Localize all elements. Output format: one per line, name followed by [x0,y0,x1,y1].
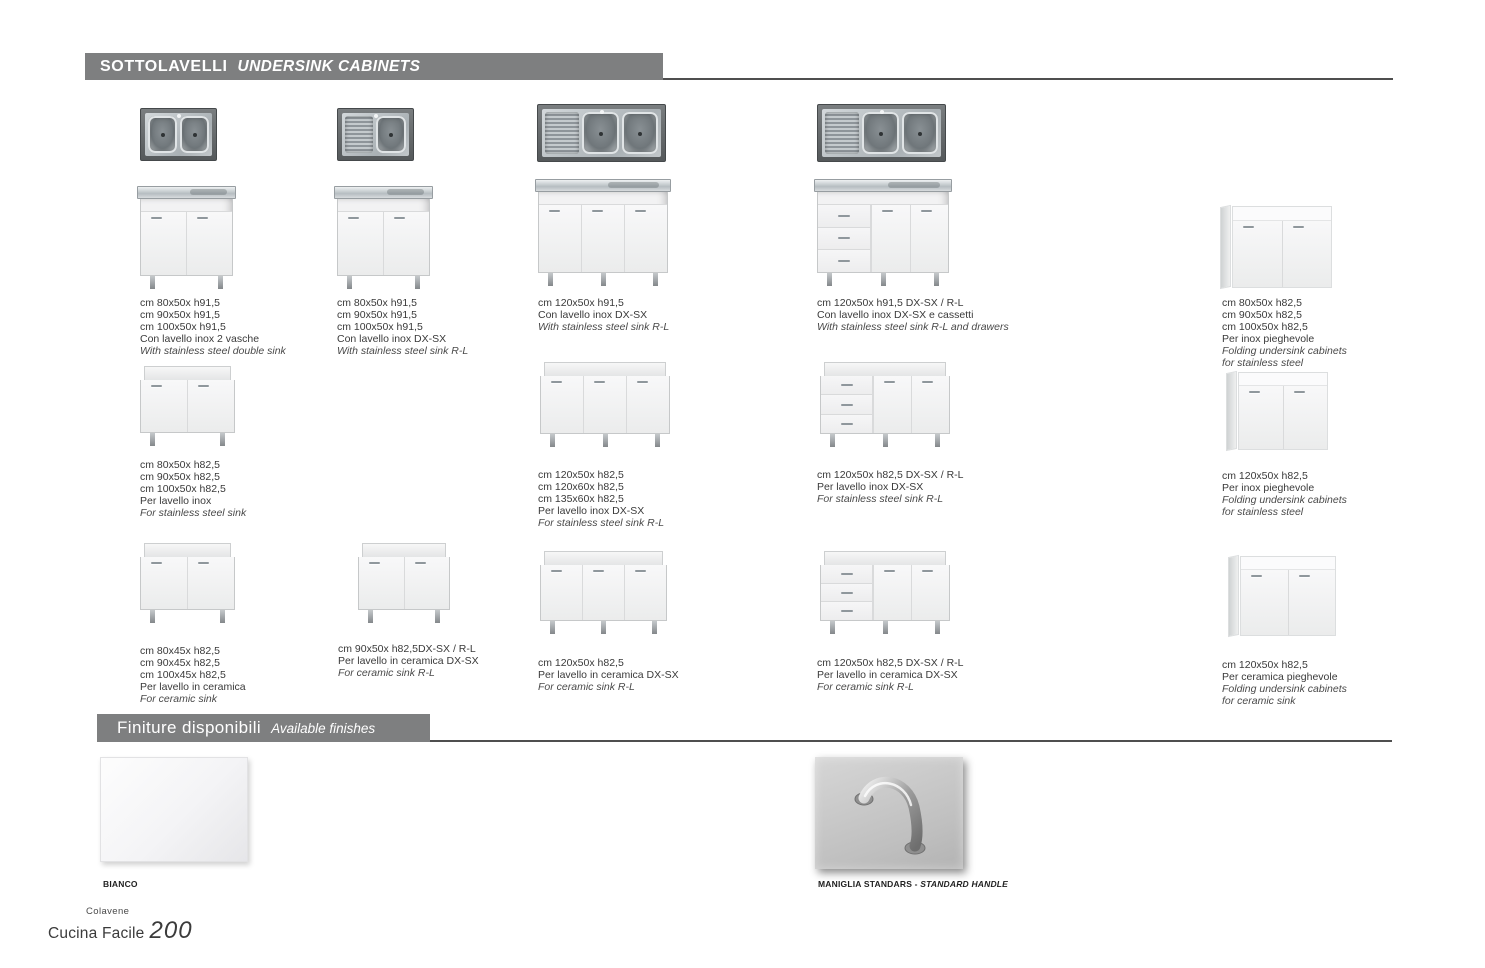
page-number: 200 [149,917,193,944]
cabinet-leg [601,273,606,286]
cabinet-doors [338,212,429,275]
cabinet-body [140,380,235,433]
cabinet-body [817,192,949,273]
product-size: cm 120x50x h82,5 DX-SX / R-L [817,657,964,669]
cabinet-doors [141,212,232,275]
cabinet-body [140,199,233,276]
series-name: Cucina Facile [48,925,145,942]
cabinet-leg [830,621,835,634]
product-desc-en: For stainless steel sink R-L [538,516,665,529]
cabinet-door [187,380,234,432]
sink-image-double-basin-drainer [537,104,666,162]
cabinet-leg [550,434,555,447]
product-spec [538,658,818,694]
cabinet-image-open-3door [540,362,670,447]
cabinet-door [910,205,949,272]
cabinet-image-sinktop-2door [337,186,430,289]
product-desc-en: With stainless steel sink R-L [538,320,670,333]
product-desc-en: Folding undersink cabinets [1222,344,1347,357]
cabinet-body [540,565,667,621]
cabinet-legs [140,276,233,289]
handle-label [818,879,1008,889]
cabinet-leg [415,276,420,289]
product-size: cm 100x50x h82,5 [1222,320,1308,333]
product-spec [1222,660,1485,708]
cabinet-door [581,205,624,272]
cabinet-leg [827,273,832,286]
cabinet-back-panel [544,362,666,376]
cabinet-image-sinktop-drawers [817,179,949,286]
cabinet-leg [935,621,940,634]
cabinet-door [187,557,234,609]
product-size: cm 80x50x h82,5 [1222,297,1302,309]
product-spec [817,658,1097,694]
cabinet-leg [548,273,553,286]
cabinet-image-folding [1220,206,1332,288]
cabinet-leg [653,273,658,286]
sink-surface [145,113,212,156]
sink-basin [902,112,938,154]
product-size: cm 90x50x h82,5 [1222,308,1302,321]
product-size: cm 80x50x h82,5 [140,459,220,471]
product-desc-it: Per lavello inox DX-SX [538,504,645,517]
sink-basin [148,116,177,153]
product-size: cm 80x45x h82,5 [140,645,220,657]
cabinet-legs [820,621,950,634]
cabinet-door [911,376,949,433]
cabinet-leg [655,434,660,447]
sink-drainer [545,112,579,154]
product-size: cm 120x60x h82,5 [538,480,624,493]
product-desc-en: for stainless steel [1222,356,1304,369]
brand-lockup [48,906,193,945]
cabinet-leg [881,273,886,286]
product-size: cm 100x50x h91,5 [140,320,226,333]
cabinet-door [624,205,667,272]
cabinet-door [1283,386,1328,449]
cabinet-legs [140,433,235,446]
cabinet-drawer-stack [818,205,871,272]
product-desc-en: Folding undersink cabinets [1222,682,1347,695]
product-desc-it: Con lavello inox DX-SX [337,332,447,345]
cabinet-door [141,212,186,275]
product-desc-it: Con lavello inox DX-SX [538,308,648,321]
product-desc-it: Per lavello in ceramica DX-SX [817,668,958,681]
cabinet-doors [359,557,449,609]
header-rule [663,78,1393,80]
cabinet-door [871,205,910,272]
product-desc-it: Per lavello in ceramica [140,680,246,693]
cabinet-body [820,376,950,434]
cabinet-door [539,205,581,272]
finishes-header [97,714,430,742]
cabinet-legs [540,621,667,634]
sink-surface [542,109,661,157]
product-desc-en: For stainless steel sink [140,506,247,519]
cabinet-leg [150,610,155,623]
cabinet-side-flap [1226,371,1237,451]
product-desc-it: Per ceramica pieghevole [1222,670,1338,683]
cabinet-image-open-drawers [820,551,950,634]
cabinet-leg [652,621,657,634]
sink-surface [342,113,409,156]
section-header [85,53,663,80]
cabinet-drawer [818,250,870,272]
cabinet-drawer [821,565,872,584]
finishes-title-en: Available finishes [271,720,376,736]
product-size: cm 100x45x h82,5 [140,668,226,681]
product-size: cm 120x50x h91,5 DX-SX / R-L [817,297,964,309]
product-desc-en: For ceramic sink R-L [817,680,914,693]
product-size: cm 120x50x h82,5 [538,657,624,669]
cabinet-band [141,199,232,212]
cabinet-band [1233,207,1331,221]
swatch-label: BIANCO [103,879,138,889]
cabinet-image-folding [1228,556,1336,636]
product-size: cm 80x50x h91,5 [337,297,417,309]
handle-drawing [815,757,963,869]
cabinet-door [383,212,429,275]
cabinet-doors [1241,570,1335,635]
cabinet-image-open-drawers [820,362,950,447]
cabinet-leg [347,276,352,289]
cabinet-image-sinktop-2door [140,186,233,289]
cabinet-leg [935,434,940,447]
product-spec [538,470,818,530]
product-desc-en: For stainless steel sink R-L [817,492,944,505]
cabinet-legs [538,273,668,286]
product-desc-en: For ceramic sink [140,692,218,705]
sink-image-double-basin-drainer [817,104,946,162]
cabinet-door [1233,221,1282,287]
cabinet-leg [603,434,608,447]
cabinet-door [873,376,911,433]
product-spec [140,460,420,520]
handle-label-it: MANIGLIA STANDARS - [818,879,918,889]
finish-swatch-bianco [100,757,248,862]
cabinet-image-folding [1226,372,1328,450]
cabinet-image-open-3door [540,551,667,634]
cabinet-leg [220,433,225,446]
cabinet-side-flap [1220,205,1231,289]
cabinet-leg [550,621,555,634]
cabinet-legs [540,434,670,447]
sink-surface [822,109,941,157]
product-desc-it: Per lavello inox DX-SX [817,480,924,493]
cabinet-leg [220,610,225,623]
cabinet-drawer [821,376,872,395]
cabinet-door [141,557,187,609]
cabinet-leg [601,621,606,634]
product-desc-en: For ceramic sink R-L [538,680,635,693]
cabinet-legs [820,434,950,447]
product-desc-en: Folding undersink cabinets [1222,493,1347,506]
product-desc-en: With stainless steel double sink [140,344,286,357]
product-desc-en: With stainless steel sink R-L [337,344,469,357]
sink-image-single-basin-drainer [337,108,414,161]
cabinet-leg [934,273,939,286]
cabinet-drawer [821,395,872,414]
cabinet-back-panel [824,551,946,565]
sink-basin [862,112,898,154]
cabinet-band [539,192,667,205]
cabinet-front [821,376,949,433]
product-desc-it: Per inox pieghevole [1222,332,1315,345]
cabinet-door [873,565,911,620]
cabinet-back-panel [824,362,946,376]
cabinet-door [1282,221,1332,287]
cabinet-door [582,565,624,620]
cabinet-body [140,557,235,610]
cabinet-legs [817,273,949,286]
product-size: cm 120x50x h82,5 [538,469,624,481]
cabinet-image-open-2door [140,366,235,446]
product-desc-en: for stainless steel [1222,505,1304,518]
product-spec [817,470,1097,506]
cabinet-drawer-stack [821,565,873,620]
cabinet-front [818,205,948,272]
product-desc-it: Per lavello in ceramica DX-SX [538,668,679,681]
cabinet-door [541,376,583,433]
product-size: cm 120x50x h82,5 DX-SX / R-L [817,469,964,481]
cabinet-flat-front [1232,206,1332,288]
product-desc-it: Per lavello inox [140,494,212,507]
product-size: cm 100x50x h82,5 [140,482,226,495]
product-size: cm 100x50x h91,5 [337,320,423,333]
product-desc-en: for ceramic sink [1222,694,1296,707]
cabinet-leg [883,434,888,447]
cabinet-body [337,199,430,276]
cabinet-flat-front [1238,372,1328,450]
cabinet-leg [218,276,223,289]
cabinet-image-open-2door [358,543,450,623]
sink-drainer [345,116,373,153]
cabinet-leg [150,276,155,289]
product-size: cm 90x45x h82,5 [140,656,220,669]
finishes-rule [430,740,1392,742]
handle-label-en: STANDARD HANDLE [920,879,1009,889]
cabinet-door [141,380,187,432]
cabinet-door [1288,570,1336,635]
cabinet-band [1241,557,1335,570]
product-size: cm 80x50x h91,5 [140,297,220,309]
product-size: cm 90x50x h82,5 [140,470,220,483]
product-desc-it: Con lavello inox 2 vasche [140,332,260,345]
product-spec [538,298,818,334]
product-size: cm 120x50x h91,5 [538,297,624,309]
cabinet-door [626,376,669,433]
product-size: cm 120x50x h82,5 [1222,470,1308,482]
cabinet-door [541,565,582,620]
cabinet-body [540,376,670,434]
cabinet-door [1241,570,1288,635]
sink-basin [582,112,618,154]
cabinet-leg [150,433,155,446]
cabinet-doors [1233,221,1331,287]
product-spec [1222,471,1485,519]
cabinet-body [358,557,450,610]
sink-basin [376,116,406,153]
cabinet-leg [830,434,835,447]
cabinet-legs [140,610,235,623]
cabinet-drawer [821,602,872,620]
cabinet-door [404,557,450,609]
section-title-it: SOTTOLAVELLI [100,57,228,75]
sink-basin [180,116,209,153]
product-spec [1222,298,1485,369]
cabinet-band [818,192,948,205]
cabinet-drawer [821,584,872,603]
cabinet-door [359,557,404,609]
cabinet-back-panel [362,543,446,557]
cabinet-drawer [818,228,870,251]
product-desc-en: For ceramic sink R-L [338,666,435,679]
cabinet-front [821,565,949,620]
cabinet-doors [541,376,669,433]
cabinet-drawer-stack [821,376,873,433]
cabinet-door [583,376,626,433]
section-title-en: UNDERSINK CABINETS [237,57,421,75]
cabinet-sink-top [334,186,433,199]
cabinet-door [338,212,383,275]
cabinet-sink-top [137,186,236,199]
cabinet-leg [883,621,888,634]
handle-image [815,757,963,869]
cabinet-back-panel [544,551,663,565]
cabinet-side-flap [1228,555,1239,637]
cabinet-door [911,565,949,620]
sink-drainer [825,112,859,154]
cabinet-doors [141,557,234,609]
cabinet-image-sinktop-3door [538,179,668,286]
cabinet-back-panel [144,543,231,557]
product-desc-it: Per inox pieghevole [1222,481,1315,494]
product-desc-it: Per lavello in ceramica DX-SX [338,654,479,667]
product-desc-en: With stainless steel sink R-L and drawers [817,320,1009,333]
cabinet-leg [435,610,440,623]
cabinet-body [820,565,950,621]
finishes-title-it: Finiture disponibili [117,718,262,737]
cabinet-door [624,565,666,620]
product-size: cm 90x50x h91,5 [337,308,417,321]
cabinet-band [1239,373,1327,386]
brand-name: Colavene [86,906,130,917]
cabinet-flat-front [1240,556,1336,636]
cabinet-doors [539,205,667,272]
cabinet-doors [141,380,234,432]
product-desc-it: Con lavello inox DX-SX e cassetti [817,308,974,321]
cabinet-sink-top [535,179,671,192]
cabinet-legs [358,610,450,623]
cabinet-door [186,212,232,275]
cabinet-sink-top [814,179,952,192]
cabinet-drawer [818,205,870,228]
cabinet-door [1239,386,1283,449]
product-spec [817,298,1097,334]
cabinet-doors [1239,386,1327,449]
product-size: cm 90x50x h91,5 [140,308,220,321]
product-size: cm 90x50x h82,5DX-SX / R-L [338,643,476,655]
product-size: cm 135x60x h82,5 [538,492,624,505]
cabinet-legs [337,276,430,289]
sink-basin [622,112,658,154]
cabinet-body [538,192,668,273]
cabinet-doors [541,565,666,620]
cabinet-band [338,199,429,212]
cabinet-back-panel [144,366,231,380]
cabinet-image-open-2door [140,543,235,623]
cabinet-leg [368,610,373,623]
cabinet-drawer [821,415,872,433]
sink-image-double-basin [140,108,217,161]
product-size: cm 120x50x h82,5 [1222,659,1308,671]
